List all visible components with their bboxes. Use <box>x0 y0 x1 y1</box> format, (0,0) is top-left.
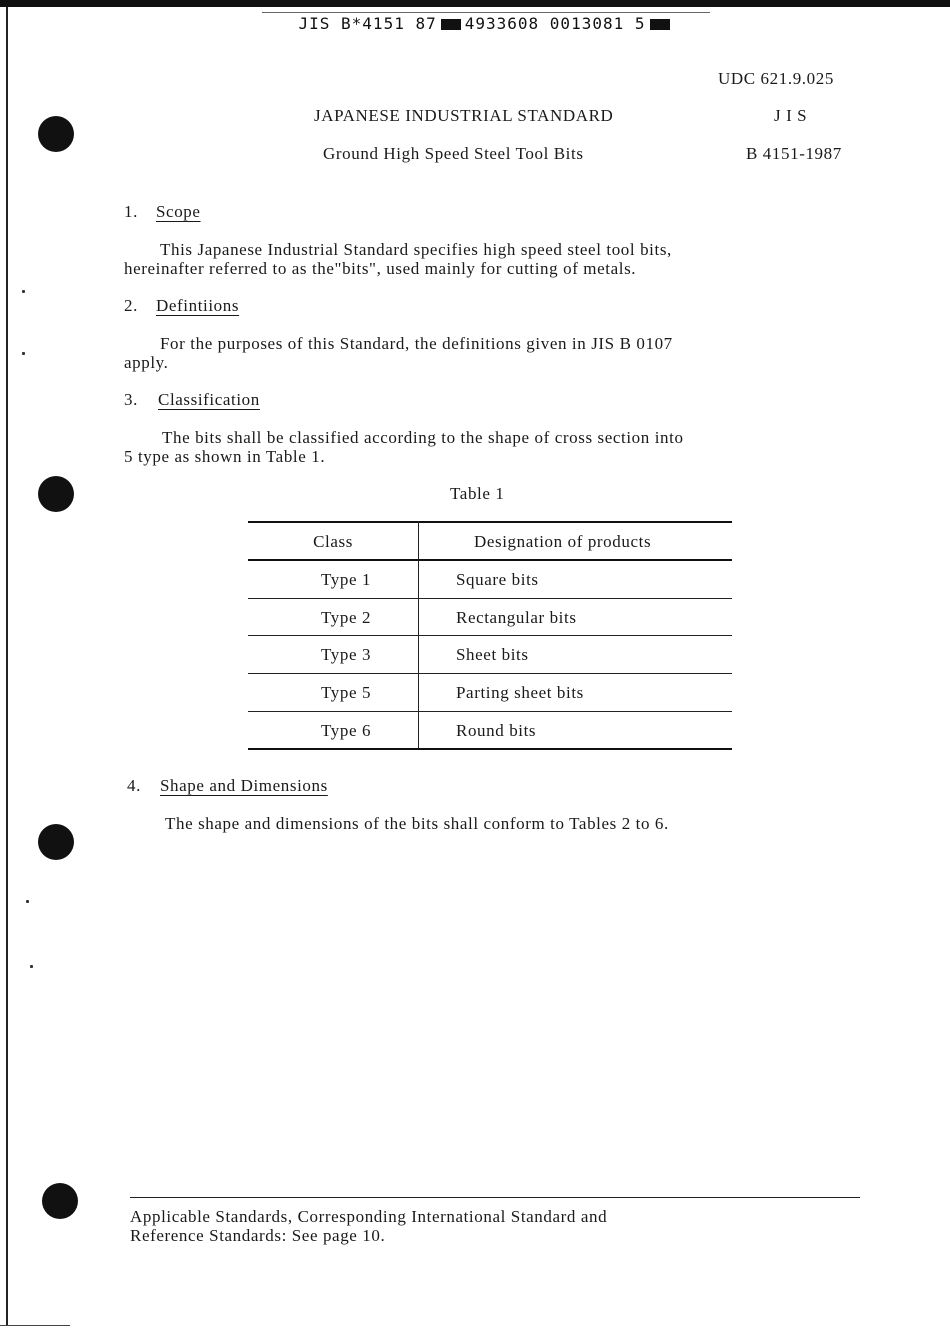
table-row-2-class: Type 2 <box>320 608 372 627</box>
section-1-number: 1. <box>124 202 138 221</box>
standard-body: JAPANESE INDUSTRIAL STANDARD <box>314 106 614 125</box>
section-3-number: 3. <box>124 390 138 409</box>
table-row-5-designation: Round bits <box>456 721 537 740</box>
section-4-line-1: The shape and dimensions of the bits shall conform to Tables 2 to 6. <box>165 814 669 833</box>
punch-hole-icon <box>42 1183 78 1219</box>
table-bottom-rule <box>248 748 732 750</box>
table-1 <box>248 521 732 751</box>
section-4-body <box>165 814 845 833</box>
table-header-class: Class <box>313 532 353 551</box>
table-row-2-designation: Rectangular bits <box>456 608 577 627</box>
scan-left-border <box>6 7 8 1326</box>
jis-mark: J I S <box>774 106 808 125</box>
section-2-line-1: For the purposes of this Standard, the definitions given in JIS B 0107 <box>160 334 673 353</box>
section-1-body <box>124 240 824 278</box>
table-row-rule <box>248 635 732 636</box>
scan-speck <box>30 965 33 968</box>
footer-note <box>130 1207 850 1245</box>
table-row-3-class: Type 3 <box>320 645 372 664</box>
scan-speck <box>26 900 29 903</box>
table-row-5-class: Type 6 <box>320 721 372 740</box>
section-3-body <box>124 428 834 466</box>
punch-hole-icon <box>38 824 74 860</box>
barcode-block-icon <box>650 19 670 30</box>
punch-hole-icon <box>38 476 74 512</box>
scan-speck <box>22 352 25 355</box>
section-3-line-1: The bits shall be classified according to the shape of cross section into <box>162 428 684 447</box>
section-3-heading: Classification <box>158 390 260 409</box>
section-1-line-1: This Japanese Industrial Standard specifies high speed steel tool bits, <box>160 240 672 259</box>
scan-top-border <box>0 0 950 7</box>
section-2-body <box>124 334 824 372</box>
udc-number: UDC 621.9.025 <box>718 69 834 88</box>
table-row-rule <box>248 673 732 674</box>
table-row-4-designation: Parting sheet bits <box>456 683 584 702</box>
scan-speck <box>22 290 25 293</box>
table-1-caption: Table 1 <box>450 484 505 503</box>
section-2-number: 2. <box>124 296 138 315</box>
table-top-rule <box>248 521 732 523</box>
document-title: Ground High Speed Steel Tool Bits <box>323 144 584 163</box>
table-header-rule <box>248 559 732 561</box>
section-1-heading: Scope <box>156 202 201 221</box>
punch-hole-icon <box>38 116 74 152</box>
standard-number: B 4151-1987 <box>746 144 842 163</box>
section-2-heading: Defintiions <box>156 296 240 315</box>
table-row-1-designation: Square bits <box>456 570 539 589</box>
table-row-4-class: Type 5 <box>320 683 372 702</box>
footer-line-1: Applicable Standards, Corresponding International Standard and <box>130 1207 608 1226</box>
table-header-designation: Designation of products <box>474 532 652 551</box>
header-rule <box>262 12 710 13</box>
section-3-line-2: 5 type as shown in Table 1. <box>124 447 326 466</box>
section-2-line-2: apply. <box>124 353 169 372</box>
table-row-rule <box>248 598 732 599</box>
table-row-3-designation: Sheet bits <box>456 645 529 664</box>
footer-line-2: Reference Standards: See page 10. <box>130 1226 386 1245</box>
section-4-heading: Shape and Dimensions <box>160 776 328 795</box>
section-1-line-2: hereinafter referred to as the"bits", used mainly for cutting of metals. <box>124 259 637 278</box>
footer-rule <box>130 1197 860 1198</box>
section-4-number: 4. <box>127 776 141 795</box>
table-row-rule <box>248 711 732 712</box>
document-code-right: 4933608 0013081 5 <box>464 14 646 33</box>
document-code-header <box>262 14 710 33</box>
barcode-block-icon <box>441 19 461 30</box>
document-code-left: JIS B*4151 87 <box>298 14 437 33</box>
scan-bottom-mark <box>0 1325 70 1326</box>
table-row-1-class: Type 1 <box>320 570 372 589</box>
